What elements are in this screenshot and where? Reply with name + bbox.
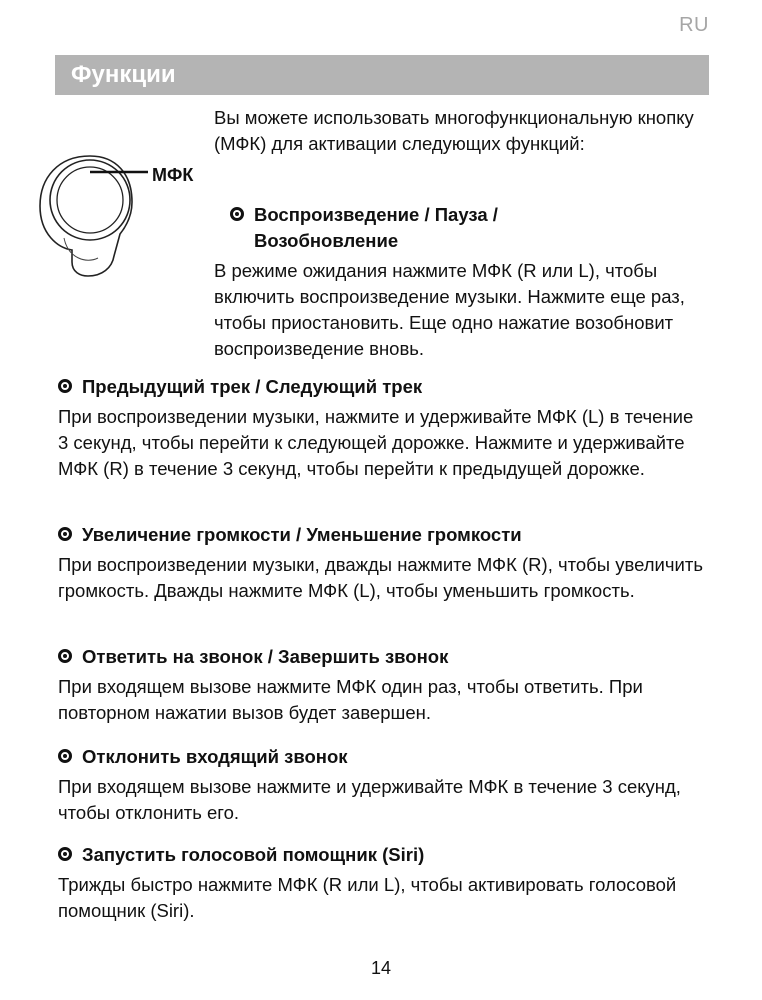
section-body: Трижды быстро нажмите МФК (R или L), чтобы активировать голосовой помощник (Siri). xyxy=(58,874,677,921)
section-body: При входящем вызове нажмите МФК один раз, чтобы ответить. При повторном нажатии вызов будет завершен. xyxy=(58,676,643,723)
section-body: При входящем вызове нажмите и удерживайте МФК в течение 3 секунд, чтобы отклонить его. xyxy=(58,776,681,823)
section-volume xyxy=(58,522,708,604)
page-number: 14 xyxy=(370,958,392,978)
section-heading: Увеличение громкости / Уменьшение громкости xyxy=(82,524,522,545)
language-label: RU xyxy=(679,14,709,36)
bullet-icon xyxy=(230,207,244,221)
section-call xyxy=(58,644,708,726)
section-siri xyxy=(58,842,708,924)
section-heading: Запустить голосовой помощник (Siri) xyxy=(82,844,425,865)
bullet-icon xyxy=(58,649,72,663)
section-track xyxy=(58,374,708,482)
bullet-icon xyxy=(58,379,72,393)
bullet-icon xyxy=(58,527,72,541)
earbud-illustration xyxy=(28,138,148,278)
section-title: Функции xyxy=(71,61,176,88)
section-body: При воспроизведении музыки, нажмите и удерживайте МФК (L) в течение 3 секунд, чтобы перейти к следующей дорожке. Нажмите и удерживайте МФК (R) в течение 3 секунд, чтобы перейти к предыдущей дорожке. xyxy=(58,406,694,479)
section-title-bar xyxy=(55,55,709,95)
section-body: В режиме ожидания нажмите МФК (R или L), чтобы включить воспроизведение музыки. Нажмите еще раз, чтобы приостановить. Еще одно нажатие возобновит воспроизведение вновь. xyxy=(214,260,685,359)
section-play-pause xyxy=(214,202,720,362)
bullet-icon xyxy=(58,847,72,861)
section-body: При воспроизведении музыки, дважды нажмите МФК (R), чтобы увеличить громкость. Дважды нажмите МФК (L), чтобы уменьшить громкость. xyxy=(58,554,703,601)
mfk-callout-label: МФК xyxy=(152,165,194,185)
section-heading: Отклонить входящий звонок xyxy=(82,746,348,767)
section-heading: Предыдущий трек / Следующий трек xyxy=(82,376,423,397)
section-reject xyxy=(58,744,708,826)
section-heading: Ответить на звонок / Завершить звонок xyxy=(82,646,449,667)
section-heading: Воспроизведение / Пауза / Возобновление xyxy=(254,204,498,251)
intro-text: Вы можете использовать многофункциональную кнопку (МФК) для активации следующих функций: xyxy=(214,107,694,154)
bullet-icon xyxy=(58,749,72,763)
